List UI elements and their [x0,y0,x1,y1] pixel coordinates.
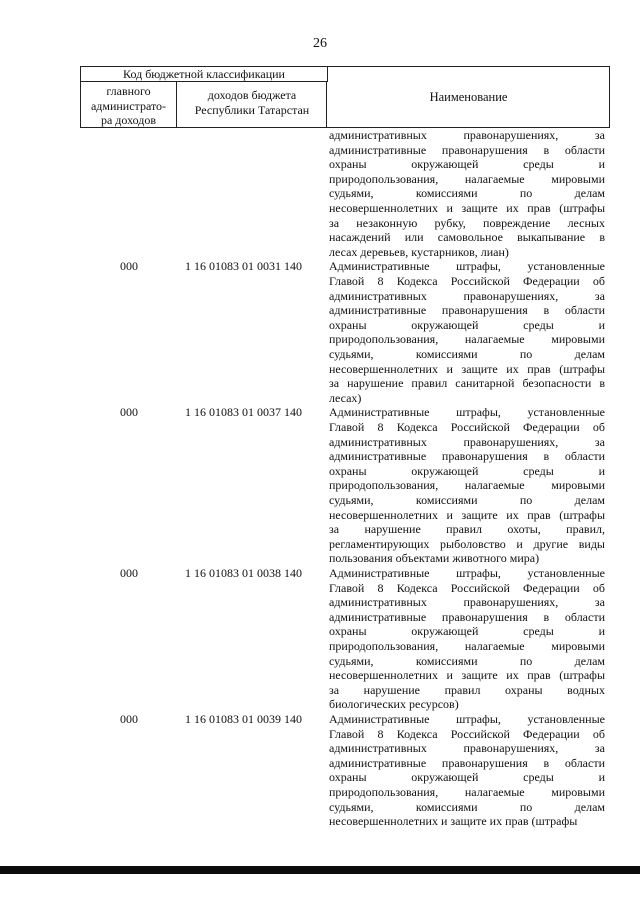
description-line: административные правонарушения в области [329,303,605,318]
description-line: судьями, комиссиями по делам [329,653,605,668]
description-line: охраны окружающей среды и [329,770,605,785]
header-code-group: Код бюджетной классификации [81,67,328,82]
description-line: административных правонарушениях, за [329,741,605,756]
description-line: регламентирующих рыболовство и другие виды [329,536,605,551]
row-income-code: 1 16 01083 01 0031 140 [185,259,302,274]
description-line: несовершеннолетних и защите их прав (штрафы [329,361,605,376]
row-admin-code: 000 [120,566,138,580]
description-line: охраны окружающей среды и [329,624,605,639]
description-line: Главой 8 Кодекса Российской Федерации об [329,726,605,741]
description-line: судьями, комиссиями по делам [329,186,605,201]
row-income-code: 1 16 01083 01 0037 140 [185,405,302,420]
description-line: несовершеннолетних и защите их прав (штрафы [329,814,578,829]
scan-edge-bar [0,866,640,874]
description-line: за нарушение правил охоты, правил, [329,522,605,537]
header-income-column [178,82,327,128]
row-admin-code: 000 [120,259,138,274]
description-line: лесах) [329,390,362,405]
description-line: административные правонарушения в области [329,755,605,770]
description-line: охраны окружающей среды и [329,157,605,172]
row-income-code: 1 16 01083 01 0038 140 [185,566,302,580]
description-line: административные правонарушения в области [329,449,605,464]
description-line: Главой 8 Кодекса Российской Федерации об [329,419,605,434]
description-line: за нарушение правил санитарной безопасности в [329,376,605,391]
description-line: несовершеннолетних и защите их прав (штрафы [329,200,605,215]
description-line: административных правонарушениях, за [329,128,605,142]
description-line: природопользования, налагаемые мировыми [329,478,605,493]
description-line: Административные штрафы, установленные [329,405,605,420]
description-line: природопользования, налагаемые мировыми [329,784,605,799]
description-line: охраны окружающей среды и [329,463,605,478]
description-line: административные правонарушения в области [329,142,605,157]
header-admin-line: администрато- [90,98,167,113]
description-line: природопользования, налагаемые мировыми [329,171,605,186]
description-line: Административные штрафы, установленные [329,712,605,726]
description-line: Административные штрафы, установленные [329,566,605,580]
header-admin-line: главного [106,84,151,98]
header-admin-line: ра доходов [100,113,157,127]
page-number: 26 [313,36,327,51]
row-description [329,259,605,405]
description-line: несовершеннолетних и защите их прав (штрафы [329,507,605,522]
description-line: природопользования, налагаемые мировыми [329,638,605,653]
row-admin-code: 000 [120,712,138,726]
description-line: административных правонарушениях, за [329,288,605,303]
description-line: природопользования, налагаемые мировыми [329,332,605,347]
header-income-line: Республики Татарстан [194,102,310,117]
row-income-code: 1 16 01083 01 0039 140 [185,712,302,726]
description-line: административных правонарушениях, за [329,434,605,449]
header-admin-column [81,82,177,128]
description-line: судьями, комиссиями по делам [329,492,605,507]
description-line: пользования объектами животного мира) [329,551,540,566]
description-line: охраны окружающей среды и [329,317,605,332]
row-admin-code: 000 [120,405,138,420]
header-income-line: доходов бюджета [207,88,297,102]
description-line: за незаконную рубку, повреждение лесных [329,215,605,230]
description-line: судьями, комиссиями по делам [329,799,605,814]
description-line: биологических ресурсов) [329,697,459,712]
description-line: несовершеннолетних и защите их прав (штрафы [329,668,605,683]
description-line: административные правонарушения в области [329,609,605,624]
description-line: Административные штрафы, установленные [329,259,605,274]
row-description [329,128,605,259]
row-description [329,712,605,829]
row-description [329,566,605,712]
row-description [329,405,605,566]
description-line: судьями, комиссиями по делам [329,346,605,361]
description-line: насаждений или самовольное выкапывание в [329,230,605,245]
description-line: лесах деревьев, кустарников, лиан) [329,244,509,259]
description-line: Главой 8 Кодекса Российской Федерации об [329,273,605,288]
description-line: за нарушение правил охраны водных [329,682,605,697]
header-name-column: Наименование [429,90,508,104]
table-header [80,66,610,128]
description-line: административных правонарушениях, за [329,595,605,610]
description-line: Главой 8 Кодекса Российской Федерации об [329,580,605,595]
